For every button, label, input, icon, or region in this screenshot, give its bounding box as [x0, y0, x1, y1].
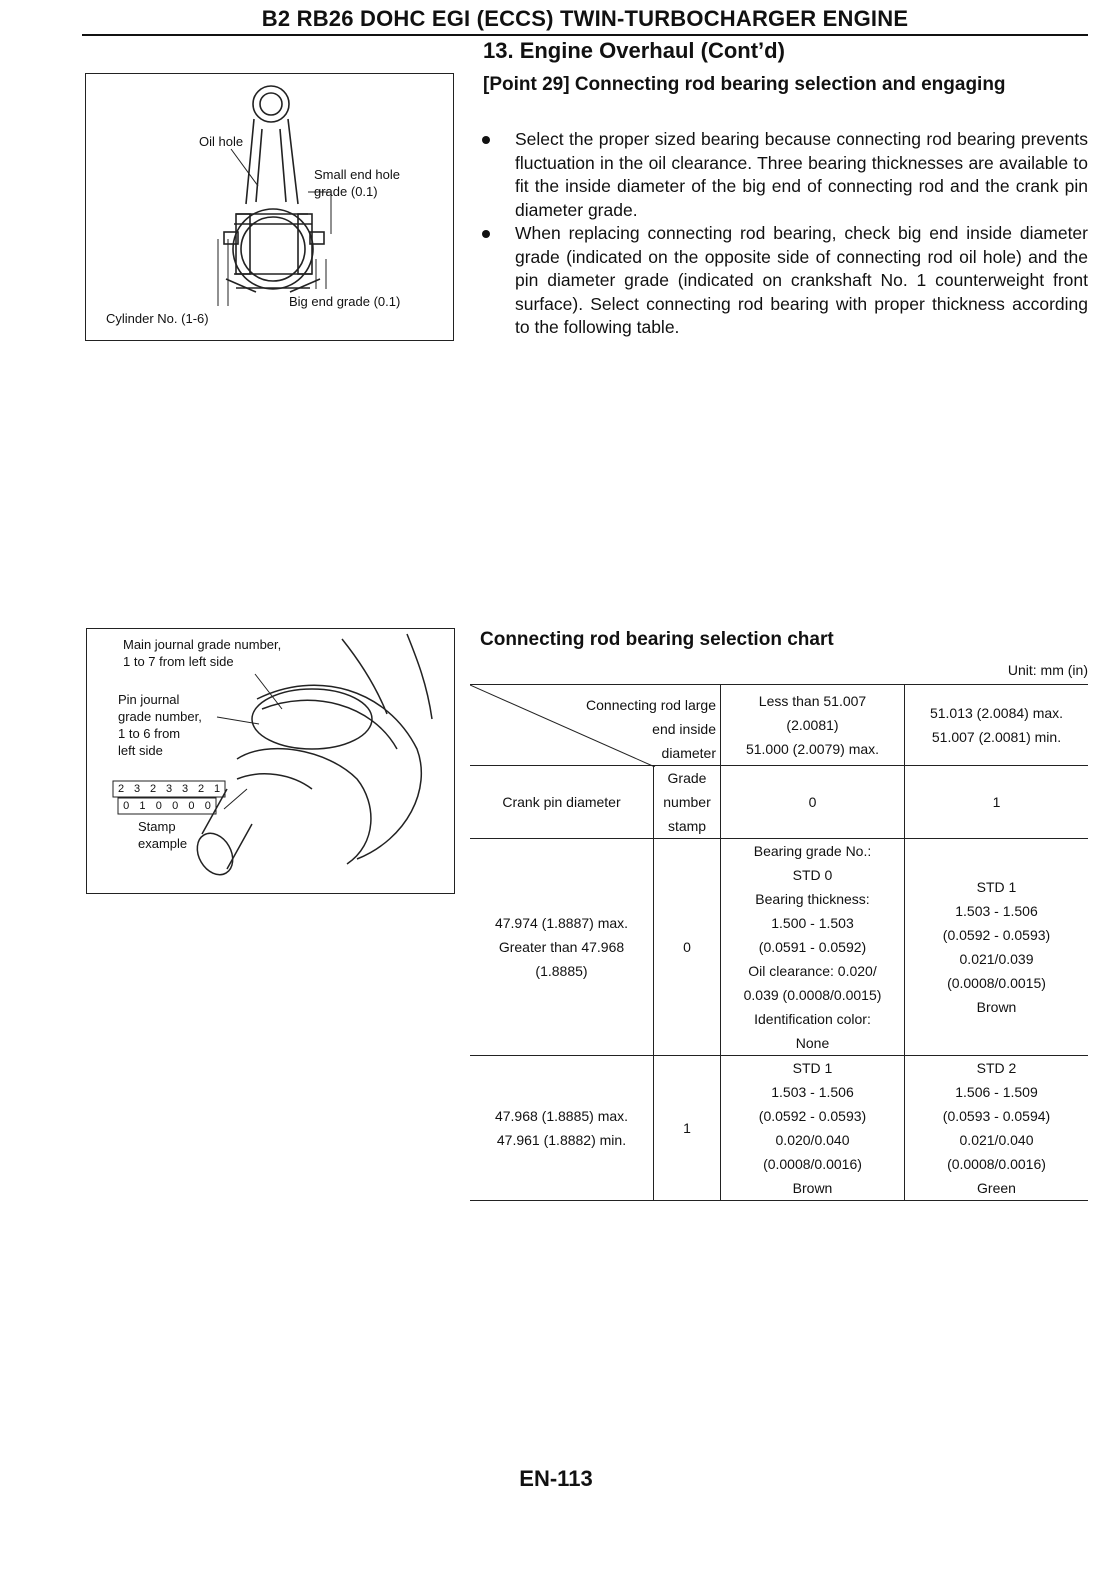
header-line: (2.0081)	[786, 717, 839, 733]
bullet-item: When replacing connecting rod bearing, check big end inside diameter grade (indicated on the opposite side of connecting rod oil hole) and the pin diameter grade (indicated on crankshaft No. 1 counterweight front surface). Select connecting rod bearing with proper thickness according to the following table.	[480, 222, 1088, 340]
bullet-list	[480, 128, 1088, 340]
crank-diameter-cell	[470, 839, 654, 1056]
bearing-cell	[721, 839, 905, 1056]
header-line: diameter	[661, 745, 716, 761]
page-number: EN-113	[519, 1466, 593, 1491]
bullet-item: Select the proper sized bearing because connecting rod bearing prevents fluctuation in the oil clearance. Three bearing thicknesses are available to fit the inside diameter of the big end of connecting rod and the crank pin diameter grade.	[480, 128, 1088, 222]
cell-line: STD 2	[976, 1060, 1017, 1076]
header-line: end inside	[652, 721, 716, 737]
cell-line: (1.8885)	[535, 963, 588, 979]
cell-line: STD 0	[792, 867, 833, 883]
cell-line: (0.0592 - 0.0593)	[758, 1108, 867, 1124]
cell-line: Green	[977, 1180, 1016, 1196]
cell-line: 0.021/0.040	[959, 1132, 1034, 1148]
oil-hole-label: Oil hole	[199, 134, 244, 149]
header-cell	[905, 685, 1089, 766]
grade-value-cell: 1	[905, 766, 1089, 839]
header-title: B2 RB26 DOHC EGI (ECCS) TWIN-TURBOCHARGER ENGINE	[261, 6, 909, 31]
stamp-digit: 3	[165, 783, 173, 795]
stamp-digit: 1	[139, 800, 146, 812]
main-journal-label-2: 1 to 7 from left side	[123, 654, 234, 669]
header-line: Connecting rod large	[586, 697, 716, 713]
pin-journal-label-1: Pin journal	[118, 692, 180, 707]
cell-line: 0.020/0.040	[775, 1132, 850, 1148]
connecting-rod-figure	[85, 73, 454, 341]
cell-line: (0.0592 - 0.0593)	[942, 927, 1051, 943]
section-title: 13. Engine Overhaul (Cont’d)	[483, 38, 785, 63]
cell-line: Bearing thickness:	[755, 891, 870, 907]
cell-line: 47.968 (1.8885) max.	[494, 1108, 629, 1124]
bearing-cell	[905, 839, 1089, 1056]
cell-line: Greater than 47.968	[498, 939, 625, 955]
stamp-digit: 0	[204, 800, 211, 812]
stamp-bottom-row	[118, 798, 216, 814]
header-line: stamp	[667, 818, 707, 834]
cell-line: 0.021/0.039	[959, 951, 1034, 967]
grade-label-cell	[654, 766, 721, 839]
cell-line: 1.500 - 1.503	[771, 915, 854, 931]
pin-journal-label-2: grade number,	[118, 709, 202, 724]
pin-journal-label-3: 1 to 6 from	[118, 726, 181, 741]
stamp-digit: 2	[149, 783, 157, 795]
table-row	[470, 839, 1088, 1056]
header-line: 51.000 (2.0079) max.	[745, 741, 880, 757]
cell-line: Bearing grade No.:	[753, 843, 872, 859]
cell-line: None	[795, 1035, 830, 1051]
cell-line: Oil clearance: 0.020/	[748, 963, 877, 979]
header-line: number	[663, 794, 711, 810]
pin-journal-label-4: left side	[118, 743, 163, 758]
stamp-example-label-2: example	[138, 836, 188, 851]
stamp-digit: 0	[123, 800, 130, 812]
cell-line: Brown	[792, 1180, 833, 1196]
grade-value-cell: 0	[721, 766, 905, 839]
cell-line: 1.503 - 1.506	[955, 903, 1038, 919]
page-header	[82, 4, 1088, 36]
header-cell	[721, 685, 905, 766]
big-end-label: Big end grade (0.1)	[289, 294, 401, 309]
main-journal-label-1: Main journal grade number,	[123, 637, 282, 652]
cell-line: 47.974 (1.8887) max.	[494, 915, 629, 931]
stamp-digit: 2	[117, 783, 125, 795]
cell-line: STD 1	[976, 879, 1017, 895]
cell-line: (0.0008/0.0015)	[947, 975, 1046, 991]
cell-line: 47.961 (1.8882) min.	[496, 1132, 627, 1148]
stamp-digit: 3	[181, 783, 189, 795]
stamp-example-label-1: Stamp	[138, 819, 176, 834]
crankshaft-stamp-figure	[86, 628, 455, 894]
stamp-digit: 0	[188, 800, 195, 812]
cylinder-label: Cylinder No. (1-6)	[106, 311, 209, 326]
header-line: Grade	[667, 770, 707, 786]
cell-line: (0.0591 - 0.0592)	[758, 939, 867, 955]
bearing-cell	[721, 1056, 905, 1201]
table-row	[470, 766, 1088, 839]
bearing-cell	[905, 1056, 1089, 1201]
stamp-digit: 0	[155, 800, 162, 812]
stamp-digit: 1	[213, 783, 221, 795]
stamp-cell: 1	[654, 1056, 721, 1201]
stamp-digit: 0	[172, 800, 179, 812]
small-end-label-1: Small end hole	[314, 167, 400, 182]
cell-line: Identification color:	[754, 1011, 871, 1027]
cell-line: 0.039 (0.0008/0.0015)	[743, 987, 882, 1003]
cell-line: 1.506 - 1.509	[955, 1084, 1038, 1100]
chart-title: Connecting rod bearing selection chart	[480, 629, 834, 650]
cell-line: Brown	[976, 999, 1017, 1015]
header-line: 51.013 (2.0084) max.	[929, 705, 1064, 721]
small-end-label-2: grade (0.1)	[314, 184, 378, 199]
point-title: [Point 29] Connecting rod bearing selection and engaging	[483, 74, 1006, 95]
unit-label: Unit: mm (in)	[1007, 662, 1088, 678]
bearing-selection-table	[470, 684, 1088, 1201]
stamp-cell: 0	[654, 839, 721, 1056]
cell-line: (0.0593 - 0.0594)	[942, 1108, 1051, 1124]
cell-line: 1.503 - 1.506	[771, 1084, 854, 1100]
crank-pin-label-cell: Crank pin diameter	[470, 766, 654, 839]
stamp-digit: 3	[133, 783, 141, 795]
table-row	[470, 1056, 1088, 1201]
cell-line: STD 1	[792, 1060, 833, 1076]
cell-line: (0.0008/0.0016)	[763, 1156, 862, 1172]
diagonal-header-text	[586, 693, 716, 765]
cell-line: (0.0008/0.0016)	[947, 1156, 1046, 1172]
table-row	[470, 685, 1088, 766]
diagonal-header-cell	[470, 685, 721, 766]
header-line: Less than 51.007	[758, 693, 867, 709]
stamp-digit: 2	[197, 783, 205, 795]
crank-diameter-cell	[470, 1056, 654, 1201]
header-line: 51.007 (2.0081) min.	[931, 729, 1062, 745]
stamp-top-row	[113, 781, 225, 797]
